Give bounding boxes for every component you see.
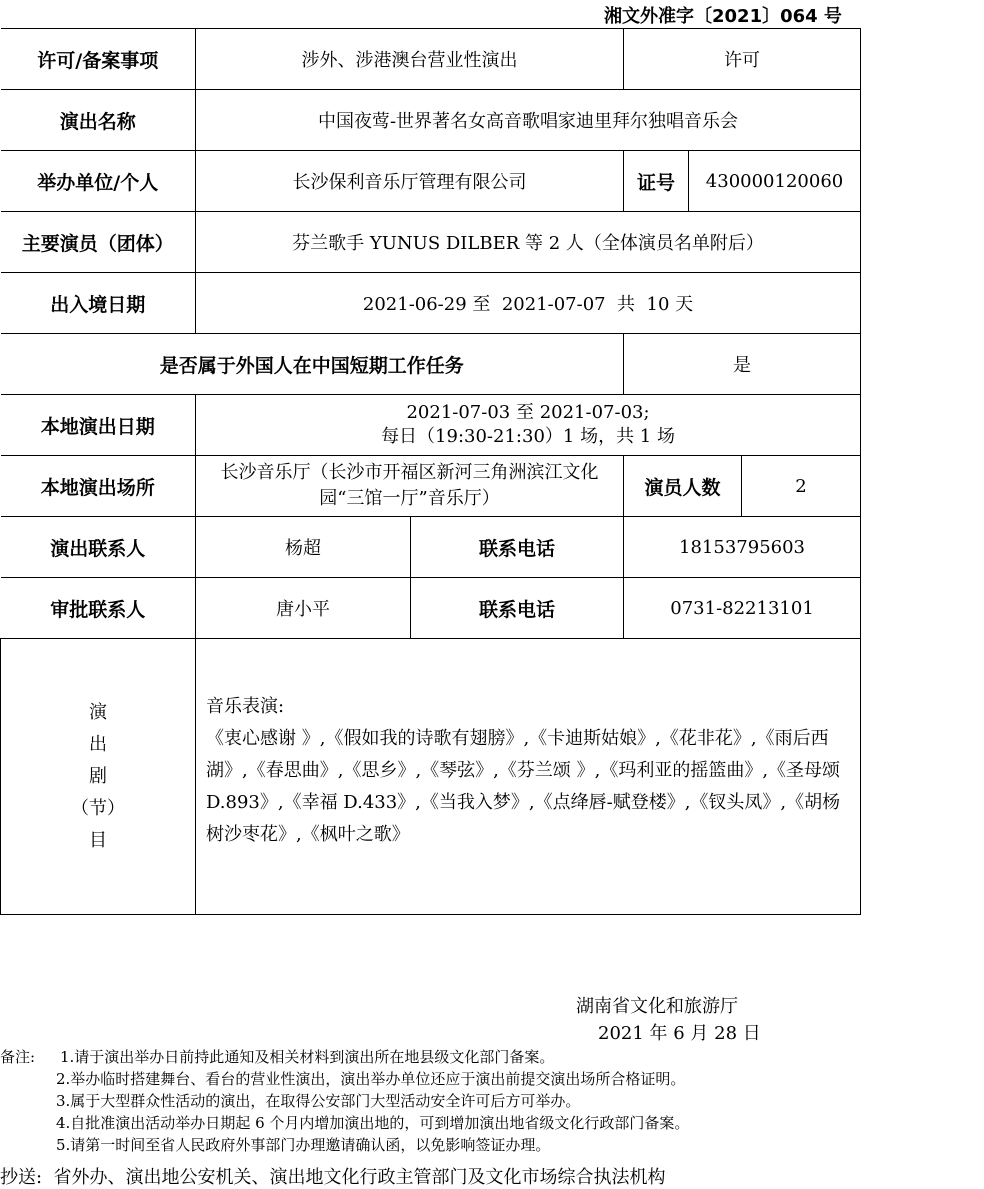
performers-label: 主要演员（团体） xyxy=(1,212,196,273)
row-program xyxy=(1,639,861,915)
issue-date: 2021 年 6 月 28 日 xyxy=(598,1023,761,1044)
contact-name: 杨超 xyxy=(196,517,411,578)
row-shortterm xyxy=(1,334,861,395)
program-label-char: 出 xyxy=(89,733,107,755)
program-label-char: （节） xyxy=(71,797,125,819)
license-value: 430000120060 xyxy=(689,151,861,212)
approver-phone: 0731-82213101 xyxy=(624,578,861,639)
cc-line: 抄送: 省外办、演出地公安机关、演出地文化行政主管部门及文化市场综合执法机构 xyxy=(0,1167,666,1188)
permit-value: 涉外、涉港澳台营业性演出 xyxy=(196,29,624,90)
approver-label: 审批联系人 xyxy=(1,578,196,639)
contact-label: 演出联系人 xyxy=(1,517,196,578)
venue-value: 长沙音乐厅（长沙市开福区新河三角洲滨江文化园“三馆一厅”音乐厅） xyxy=(196,456,624,517)
permit-label: 许可/备案事项 xyxy=(1,29,196,90)
performer-count-label: 演员人数 xyxy=(624,456,742,517)
program-label-char: 演 xyxy=(89,701,107,723)
program-list: 《衷心感谢 》,《假如我的诗歌有翅膀》,《卡迪斯姑娘》,《花非花》,《雨后西湖》,《春思曲》,《思乡》,《琴弦》,《芬兰颂 》,《玛利亚的摇篮曲》,《圣母颂 D.893》,《幸福 D.433》,《当我入梦》,《点绛唇-赋登楼》,《钗头凤》,《胡杨树沙枣花》,《枫叶之歌》 xyxy=(206,728,841,845)
performer-count-value: 2 xyxy=(742,456,861,517)
program-label xyxy=(1,639,196,915)
notes-prefix: 备注: xyxy=(0,1048,36,1066)
local-date-label: 本地演出日期 xyxy=(1,395,196,456)
entry-label: 出入境日期 xyxy=(1,273,196,334)
permit-type: 许可 xyxy=(624,29,861,90)
approver-name: 唐小平 xyxy=(196,578,411,639)
contact-phone: 18153795603 xyxy=(624,517,861,578)
note-item: 2.举办临时搭建舞台、看台的营业性演出，演出举办单位还应于演出前提交演出场所合格证明。 xyxy=(56,1070,686,1088)
row-contact xyxy=(1,517,861,578)
note-item: 4.自批准演出活动举办日期起 6 个月内增加演出地的，可到增加演出地省级文化行政部门备案。 xyxy=(56,1114,690,1132)
note-item: 1.请于演出举办日前持此通知及相关材料到演出所在地县级文化部门备案。 xyxy=(60,1048,555,1066)
local-date-value xyxy=(196,395,861,456)
row-show-name xyxy=(1,90,861,151)
permit-table xyxy=(0,28,861,915)
venue-label: 本地演出场所 xyxy=(1,456,196,517)
note-item: 3.属于大型群众性活动的演出，在取得公安部门大型活动安全许可后方可举办。 xyxy=(56,1092,581,1110)
program-label-char: 目 xyxy=(89,829,107,851)
row-venue xyxy=(1,456,861,517)
row-organizer xyxy=(1,151,861,212)
shortterm-label: 是否属于外国人在中国短期工作任务 xyxy=(1,334,624,395)
contact-phone-label: 联系电话 xyxy=(411,517,624,578)
program-content xyxy=(196,639,861,915)
entry-value: 2021-06-29 至 2021-07-07 共 10 天 xyxy=(196,273,861,334)
license-label: 证号 xyxy=(624,151,689,212)
organizer-label: 举办单位/个人 xyxy=(1,151,196,212)
show-name-label: 演出名称 xyxy=(1,90,196,151)
performers-value: 芬兰歌手 YUNUS DILBER 等 2 人（全体演员名单附后） xyxy=(196,212,861,273)
document-number: 湘文外准字〔2021〕064 号 xyxy=(604,6,842,27)
local-date-line1: 2021-07-03 至 2021-07-03; xyxy=(406,402,650,423)
program-heading: 音乐表演: xyxy=(206,696,285,717)
approver-phone-label: 联系电话 xyxy=(411,578,624,639)
show-name-value: 中国夜莺-世界著名女高音歌唱家迪里拜尔独唱音乐会 xyxy=(196,90,861,151)
issuing-authority: 湖南省文化和旅游厅 xyxy=(576,996,738,1017)
row-entry-dates xyxy=(1,273,861,334)
shortterm-value: 是 xyxy=(624,334,861,395)
row-performers xyxy=(1,212,861,273)
row-approver xyxy=(1,578,861,639)
organizer-value: 长沙保利音乐厅管理有限公司 xyxy=(196,151,624,212)
note-item: 5.请第一时间至省人民政府外事部门办理邀请确认函，以免影响签证办理。 xyxy=(56,1136,551,1154)
program-label-char: 剧 xyxy=(89,765,107,787)
row-local-date xyxy=(1,395,861,456)
row-permit xyxy=(1,29,861,90)
local-date-line2: 每日（19:30-21:30）1 场，共 1 场 xyxy=(381,426,675,447)
notes-section xyxy=(0,1046,689,1156)
